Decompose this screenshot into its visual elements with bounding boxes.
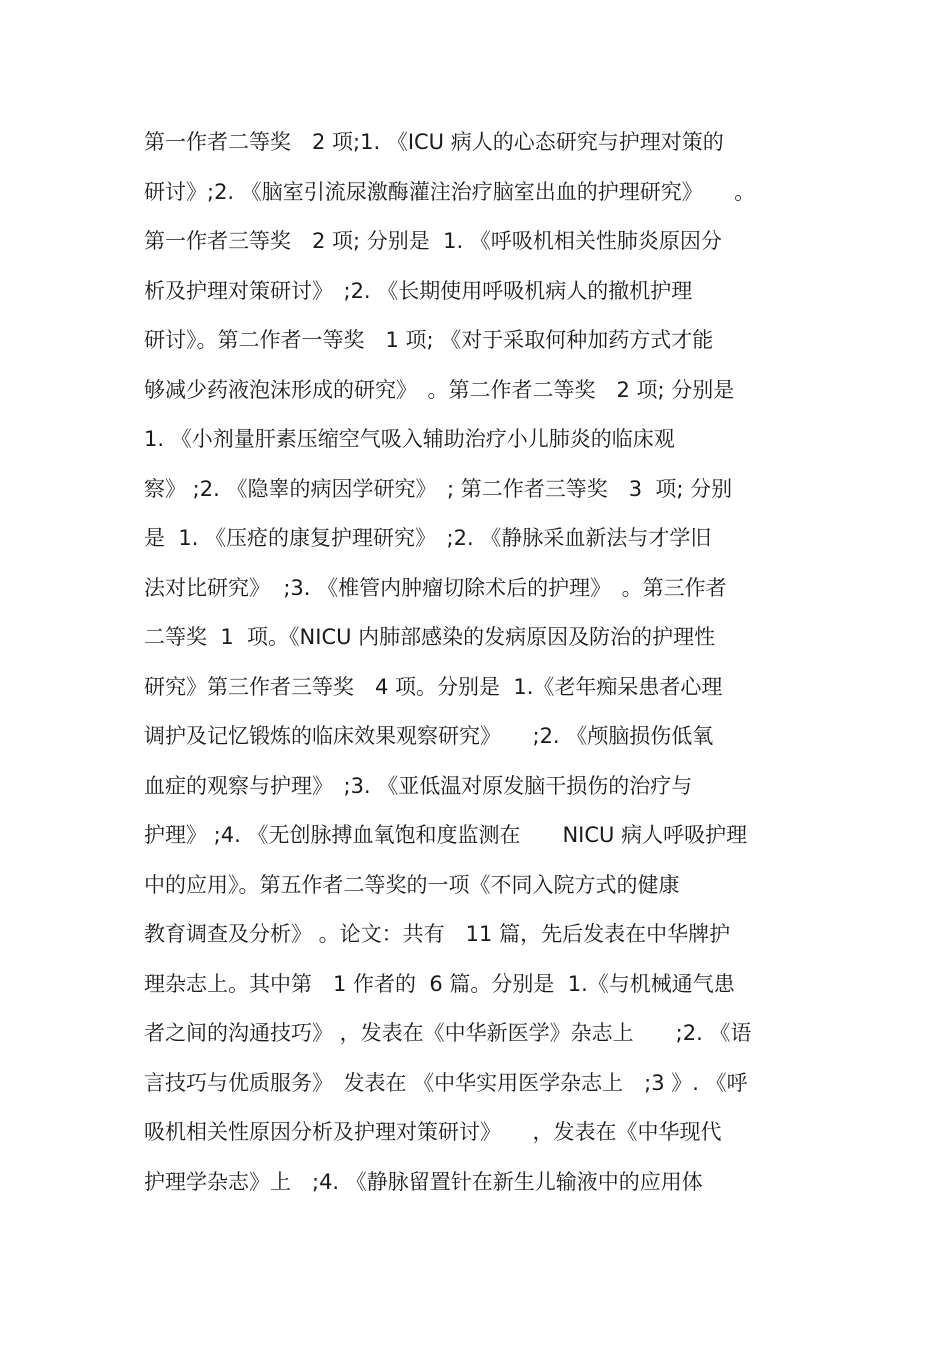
text-line: 护理》 ;4. 《无创脉搏血氧饱和度监测在 NICU 病人呼吸护理 [144,823,748,847]
text-line: 是 1. 《压疮的康复护理研究》 ;2. 《静脉采血新法与才学旧 [144,526,712,550]
text-line: 研讨》。第二作者一等奖 1 项; 《对于采取何种加药方式才能 [144,328,714,352]
text-line: 二等奖 1 项。《NICU 内肺部感染的发病原因及防治的护理性 [144,625,716,649]
text-line: 1. 《小剂量肝素压缩空气吸入辅助治疗小儿肺炎的临床观 [144,427,675,451]
text-line: 血症的观察与护理》 ;3. 《亚低温对原发脑干损伤的治疗与 [144,773,693,798]
text-line: 言技巧与优质服务》 发表在 《中华实用医学杂志上 ;3 》. 《呼 [144,1070,748,1095]
text-line: 理杂志上。其中第 1 作者的 6 篇。分别是 1.《与机械通气患 [144,971,735,996]
text-line: 者之间的沟通技巧》 ，发表在《中华新医学》杂志上 ;2. 《语 [144,1021,752,1045]
text-line: 研究》第三作者三等奖 4 项。分别是 1.《老年痴呆患者心理 [144,674,723,699]
text-line: 中的应用》。第五作者二等奖的一项《不同入院方式的健康 [144,872,680,897]
text-line: 护理学杂志》上 ;4. 《静脉留置针在新生儿输液中的应用体 [144,1169,703,1194]
text-line: 析及护理对策研讨》 ;2. 《长期使用呼吸机病人的撤机护理 [144,278,693,303]
text-line: 够减少药液泡沫形成的研究》 。第二作者二等奖 2 项; 分别是 [144,377,735,402]
text-line: 研讨》;2. 《脑室引流尿激酶灌注治疗脑室出血的护理研究》 。 [144,179,756,204]
text-line: 吸机相关性原因分析及护理对策研讨》 ，发表在《中华现代 [144,1120,722,1144]
text-line: 第一作者三等奖 2 项; 分别是 1. 《呼吸机相关性肺炎原因分 [144,229,722,253]
text-line: 第一作者二等奖 2 项;1. 《ICU 病人的心态研究与护理对策的 [144,130,724,154]
text-line: 察》 ;2. 《隐睾的病因学研究》 ; 第二作者三等奖 3 项; 分别 [144,476,733,501]
body-text [144,118,814,1207]
text-line: 教育调查及分析》 。论文：共有 11 篇，先后发表在中华牌护 [144,922,731,946]
text-line: 调护及记忆锻炼的临床效果观察研究》 ;2. 《颅脑损伤低氧 [144,724,714,748]
text-line: 法对比研究》 ;3. 《椎管内肿瘤切除术后的护理》 。第三作者 [144,575,727,600]
